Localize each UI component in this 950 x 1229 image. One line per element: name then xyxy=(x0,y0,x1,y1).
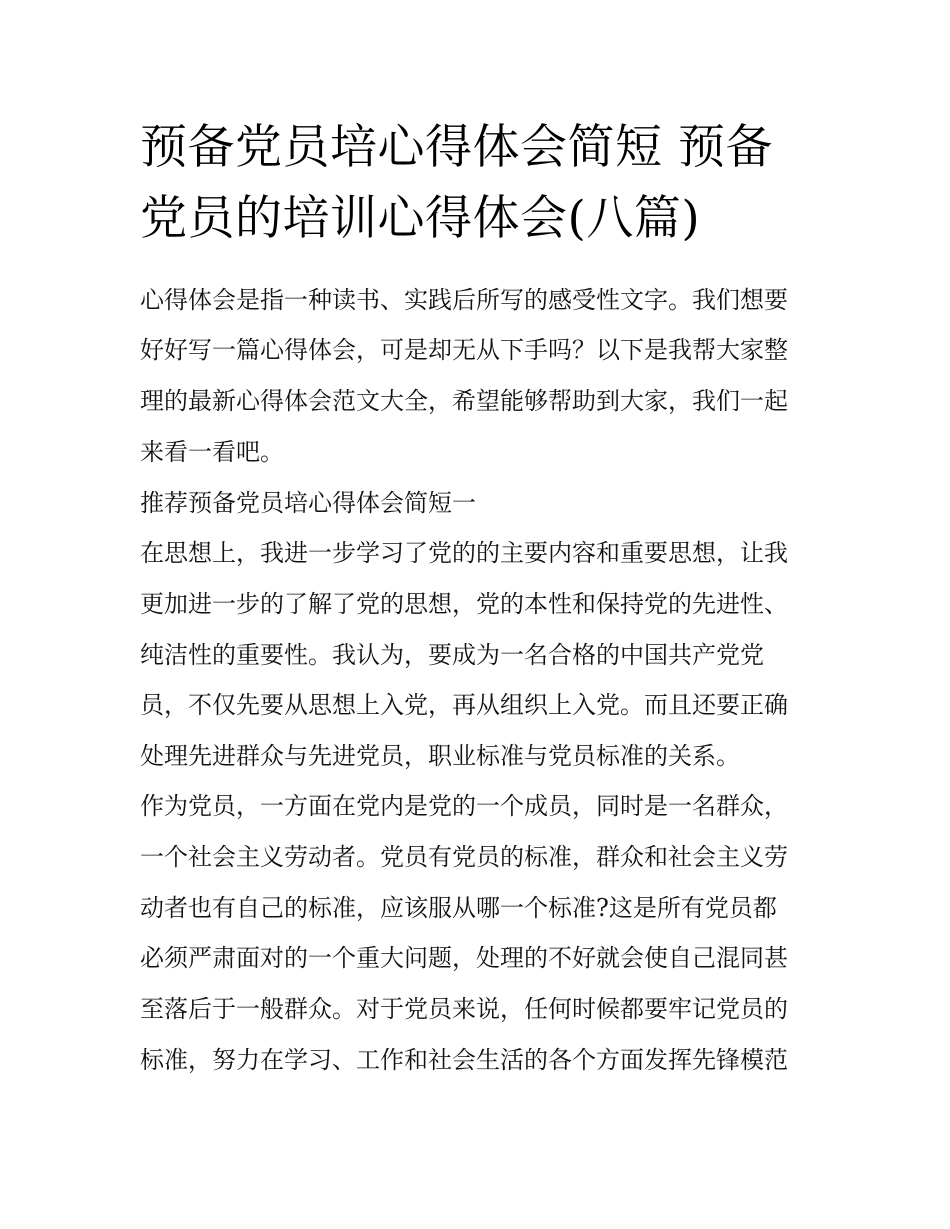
paragraph-intro-line-3: 理的最新心得体会范文大全，希望能够帮助到大家，我们一起 xyxy=(140,387,788,415)
paragraph-1-line-3: 纯洁性的重要性。我认为，要成为一名合格的中国共产党党 xyxy=(140,641,764,669)
paragraph-2-line-6: 标准，努力在学习、工作和社会生活的各个方面发挥先锋模范 xyxy=(140,1046,788,1074)
title-line-2: 党员的培训心得体会(八篇) xyxy=(140,191,701,246)
paragraph-1-line-5: 处理先进群众与先进党员，职业标准与党员标准的关系。 xyxy=(140,742,740,770)
title-line-1: 预备党员培心得体会简短 预备 xyxy=(140,120,773,175)
paragraph-2-line-2: 一个社会主义劳动者。党员有党员的标准，群众和社会主义劳 xyxy=(140,843,788,871)
paragraph-1-line-1: 在思想上，我进一步学习了党的的主要内容和重要思想，让我 xyxy=(140,539,788,567)
paragraph-intro-line-2: 好好写一篇心得体会，可是却无从下手吗？以下是我帮大家整 xyxy=(140,336,788,364)
paragraph-2-line-4: 必须严肃面对的一个重大问题，处理的不好就会使自己混同甚 xyxy=(140,944,788,972)
section-heading: 推荐预备党员培心得体会简短一 xyxy=(140,489,476,517)
paragraph-intro-line-1: 心得体会是指一种读书、实践后所写的感受性文字。我们想要 xyxy=(140,286,788,314)
document-title xyxy=(140,112,820,254)
paragraph-1-line-2: 更加进一步的了解了党的思想，党的本性和保持党的先进性、 xyxy=(140,590,788,618)
paragraph-1-line-4: 员，不仅先要从思想上入党，再从组织上入党。而且还要正确 xyxy=(140,691,788,719)
paragraph-2-line-5: 至落后于一般群众。对于党员来说，任何时候都要牢记党员的 xyxy=(140,995,788,1023)
paragraph-intro-line-4: 来看一看吧。 xyxy=(140,438,284,466)
paragraph-2-line-1: 作为党员，一方面在党内是党的一个成员，同时是一名群众， xyxy=(140,792,788,820)
paragraph-2-line-3: 动者也有自己的标准，应该服从哪一个标准?这是所有党员都 xyxy=(140,894,777,922)
